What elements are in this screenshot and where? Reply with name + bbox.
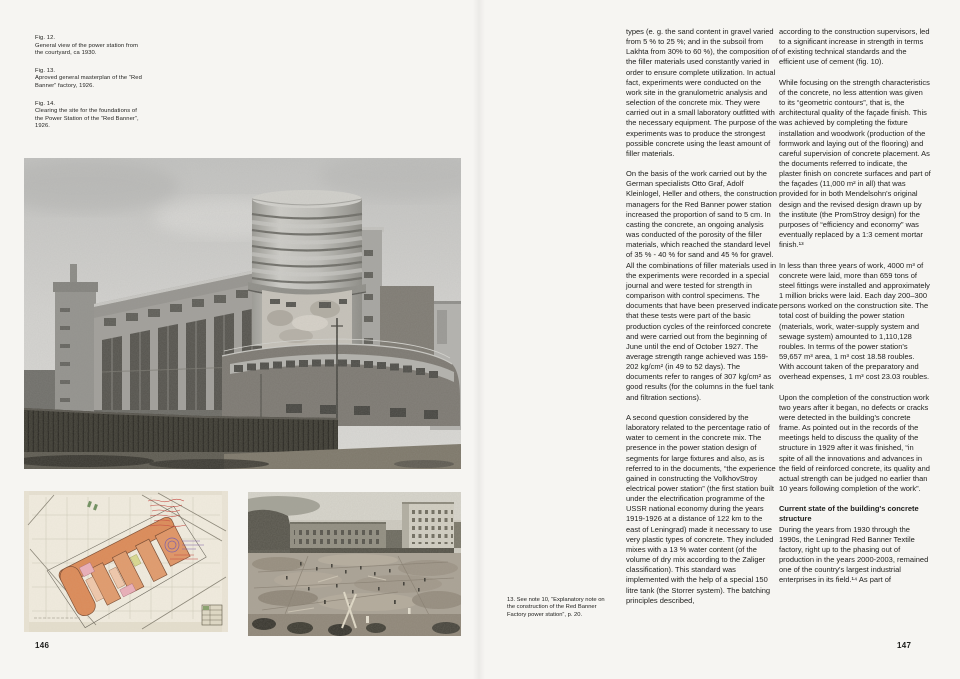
text-column-right: [779, 27, 931, 596]
paragraph: Upon the completion of the construction work two years after it began, no defects or cracks were detected in the building's concrete frame. As pointed out in the records of the meetings held to discuss the quality of the structure in 1929 after it was finished, “in spite of all the innovations and advances in the field of reinforced concrete, its quality and actual strength can be judged no earlier than 10 years following completion of the work”.: [779, 392, 930, 493]
page-number-left: 146: [35, 641, 50, 650]
page-fold: [473, 0, 485, 679]
caption-fig-13: [35, 68, 145, 91]
site-clearing-photo-svg: [248, 492, 461, 636]
caption-fig-12: [35, 35, 145, 58]
paragraph: types (e. g. the sand content in gravel varied from 5 % to 25 %; and in the subsoil from Lakhta from 30% to 60 %), the composition of the filler materials used constantly varied in order to ensure complete utilization. In actual fact, experiments were conducted on the work site in the granulometric analysis and selection of the concrete mix. They were carried out in a small laboratory outfitted with the necessary equipment. The purpose of the experiments was to produce the strongest possible concrete using the least amount of filler materials.: [626, 27, 778, 158]
text-column-left: [626, 27, 778, 616]
figure-captions: [35, 35, 145, 141]
caption-label: Fig. 14.: [35, 100, 56, 107]
power-station-photo: [24, 158, 461, 469]
paragraph: On the basis of the work carried out by the German specialists Otto Graf, Adolf Kleinlogel, Heller and others, the construction managers for the Red Banner power station increased the proportion of sand to 5 cm. In casting the concrete, an ongoing analysis was conducted of the porosity of the filler materials, which reached the standard level of 35 % - 40 % for sand and 45 % for gravel. All the combinations of filler materials used in the experiments were recorded in a special journal and were tested for strength in comparison with control specimens. The documents that have been preserved indicate that these tests were part of the basic production cycles of the reinforced concrete and were carried out from the beginning of June until the end of October 1927. The average strength range achieved was 159-202 kg/cm² (in 49 to 52 days). The documents refer to ranges of 307 kg/cm² as good results (for the columns in the fuel tank and filtration sections).: [626, 169, 778, 402]
paragraph: A second question considered by the laboratory related to the percentage ratio of water to cement in the concrete mix. The presence in the power station design of segments for large fixtures and also, as is referred to in the documents, “the experience gained in constructing the VolkhovStroy electrical power station” (the first station built under the electrification programme of the USSR national economy during the years 1919-1926 at a distance of 122 km to the east of Leningrad) made it necessary to use very plastic types of concrete. They included mixes with a 13 % water content (of the volume of dry mix according to the Zaliger classification). This standard was implemented with the help of a special 150 litre tank (the Storrer system). The batching principles described,: [626, 412, 776, 605]
paragraph: While focusing on the strength characteristics of the concrete, no less attention was given to its “geometric contours”, that is, the architectural quality of the façade finish. This was achieved by completing the fixture installation and woodwork (production of the formwork and laying out of the flooring) and careful supervision of concrete placement. As the documents referred to indicate, the plaster finish on concrete surfaces and part of the façades (11,000 m² in all) that was provided for in both Mendelsohn's original design and the revised design drawn up by the institute (the PromStroy design) for the purposes of “efficiency and economy” was eventually replaced by a 1:3 cement mortar finish.¹³: [779, 77, 931, 250]
caption-text: Aproved general masterplan of the “Red Banner” factory, 1926.: [35, 75, 142, 89]
caption-text: Clearing the site for the foundations of the Power Station of the “Red Banner”, 1926.: [35, 108, 139, 130]
section-heading: Current state of the building's concrete structure: [779, 504, 919, 524]
paragraph: according to the construction supervisors, led to a significant increase in strength in terms of existing technical standards and the efficient use of cement (fig. 10).: [779, 27, 930, 67]
caption-label: Fig. 12.: [35, 35, 56, 41]
paragraph: During the years from 1930 through the 1990s, the Leningrad Red Banner Textile factory, right up to the phasing out of production in the years 2000-2003, remained one of the country's largest industrial enterprises in its field.¹⁴ As part of: [779, 524, 929, 585]
caption-text: General view of the power station from the courtyard, ca 1930.: [35, 42, 139, 57]
page-number-right: 147: [897, 641, 912, 650]
caption-fig-14: [35, 101, 145, 131]
masterplan-drawing-svg: [24, 491, 228, 632]
paragraph: In less than three years of work, 4000 m³ of concrete were laid, more than 659 tons of steel fittings were installed and approximately 1 million bricks were laid. Each day 200–300 persons worked on the construction site. The total cost of building the power station (materials, work, water-supply system and sewage system) amounted to 1,110,128 roubles. In terms of the power station's 59,657 m³ area, 1 m³ cost 18.58 roubles. With account taken of the preparatory and overhead expenses, 1 m³ cost 23.03 roubles.: [779, 260, 930, 382]
power-station-photo-svg: [24, 158, 461, 469]
masterplan-drawing: [24, 491, 228, 632]
site-clearing-photo: [248, 492, 461, 636]
caption-label: Fig. 13.: [35, 67, 56, 74]
footnote: 13. See note 10, “Explanatory note on the construction of the Red Banner Factory power station”, p. 20.: [507, 597, 605, 618]
